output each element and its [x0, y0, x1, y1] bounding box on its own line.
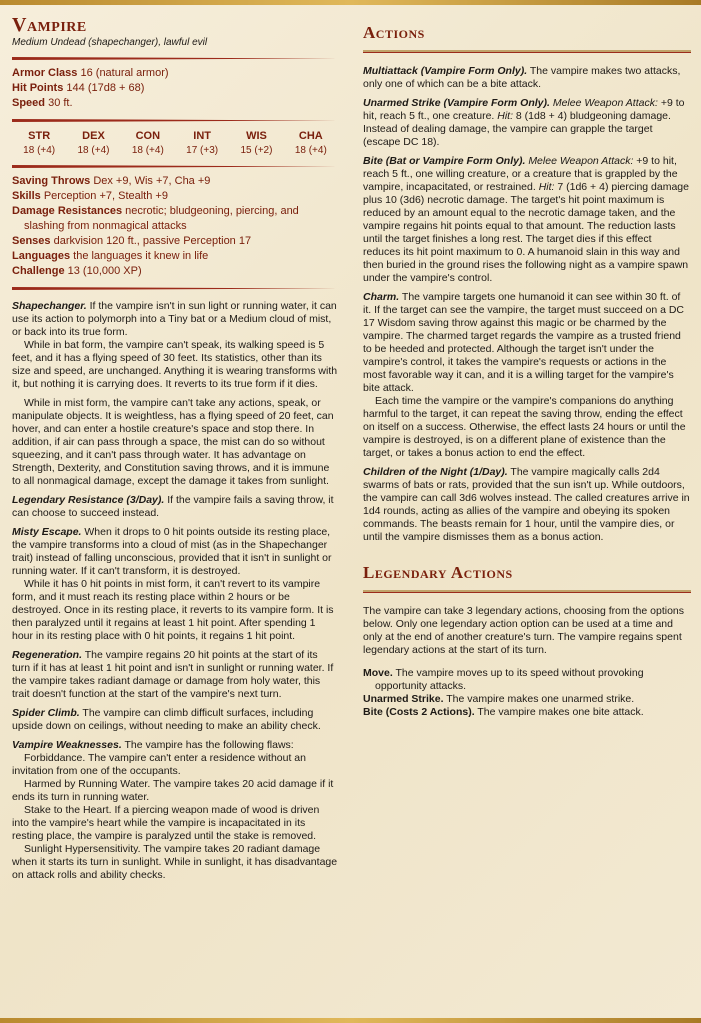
trait-text: While it has 0 hit points in mist form, it can't revert to its vampire form, and it must reach its resting place within 2 hours or be destroyed. Once in its resting place, it reverts to its vampire form. It is then paralyzed until it regains at least 1 hit point. After spending 1 hour in its resting place with 0 hit points, it regains 1 hit point.: [12, 578, 334, 642]
flaw-sunlight: Sunlight Hypersensitivity. The vampire takes 20 radiant damage when it starts its turn in sunlight. While in sunlight, it has disadvantage on attack rolls and ability checks.: [12, 843, 338, 881]
ability-name: DEX: [82, 130, 105, 142]
hit-points-label: Hit Points: [12, 82, 64, 94]
monster-subtitle: Medium Undead (shapechanger), lawful evil: [12, 37, 208, 48]
trait-shapechanger: [12, 300, 338, 339]
flaw-forbiddance: Forbiddance. The vampire can't enter a residence without an invitation from one of the occupants.: [12, 752, 306, 777]
attack-type: Melee Weapon Attack:: [528, 155, 634, 167]
legendary-name: Move.: [363, 667, 393, 679]
senses-value: darkvision 120 ft., passive Perception 17: [53, 235, 252, 247]
trait-name: Shapechanger.: [12, 300, 87, 312]
legendary-move: [363, 667, 691, 693]
trait-name: Spider Climb.: [12, 707, 80, 719]
ability-value: 18 (+4): [131, 145, 164, 156]
ability-wis: [230, 128, 282, 157]
action-name: Bite (Bat or Vampire Form Only).: [363, 155, 526, 167]
trait-text: If the vampire isn't in sun light or running water, it can use its action to polymorph into a Tiny bat or a Medium cloud of mist, or back into its true form.: [12, 300, 337, 338]
damage-resistances: [12, 204, 338, 234]
divider: [12, 57, 338, 60]
action-name: Multiattack (Vampire Form Only).: [363, 65, 528, 77]
action-charm: [363, 291, 691, 395]
trait-name: Regeneration.: [12, 649, 83, 661]
ability-int: [176, 128, 228, 157]
saving-throws-value: Dex +9, Wis +7, Cha +9: [93, 175, 211, 187]
flaw-running-water: Harmed by Running Water. The vampire takes 20 acid damage if it ends its turn in running water.: [12, 778, 334, 803]
action-bite: [363, 155, 691, 285]
speed: [12, 96, 338, 111]
legendary-text: The vampire moves up to its speed without provoking opportunity attacks.: [375, 667, 644, 692]
ability-value: 18 (+4): [23, 145, 56, 156]
trait-text: When it drops to 0 hit points outside its resting place, the vampire transforms into a cloud of mist (as in the Shapechanger trait) instead of falling unconscious, provided that it isn't in sunlight or running water. If it can't transform, it is destroyed.: [12, 526, 332, 577]
legendary-name: Unarmed Strike.: [363, 693, 444, 705]
trait-name: Legendary Resistance (3/Day).: [12, 494, 165, 506]
action-name: Charm.: [363, 291, 400, 303]
speed-label: Speed: [12, 97, 46, 109]
actions-title: Actions: [363, 23, 425, 42]
left-column: [12, 14, 338, 882]
damage-resistances-label: Damage Resistances: [12, 205, 123, 217]
trait-text: The vampire can climb difficult surfaces, including upside down on ceilings, without needing to make an ability check.: [12, 707, 321, 732]
armor-class-value: 16 (natural armor): [80, 67, 169, 79]
senses-label: Senses: [12, 235, 51, 247]
ability-str: [13, 128, 65, 157]
divider: [12, 287, 338, 290]
ability-name: WIS: [246, 130, 267, 142]
languages-value: the languages it knew in life: [73, 250, 209, 262]
trait-regeneration: [12, 649, 338, 701]
ability-cha: [285, 128, 337, 157]
challenge-value: 13 (10,000 XP): [67, 265, 142, 277]
hit-label: Hit:: [497, 110, 513, 122]
trait-misty-escape: [12, 526, 338, 578]
legendary-intro: The vampire can take 3 legendary actions, choosing from the options below. Only one legendary action option can be used at a time and only at the end of another creature's turn. The vampire regains spent legendary actions at the start of its turn.: [363, 605, 685, 656]
action-text: +9 to hit, reach 5 ft., one willing creature, or a creature that is grappled by the vampire, incapacitated, or restrained.: [363, 155, 678, 193]
trait-vampire-weaknesses: [12, 739, 338, 752]
flaw-stake-to-heart: Stake to the Heart. If a piercing weapon made of wood is driven into the vampire's heart while the vampire is incapacitated in its resting place, the vampire is paralyzed until the stake is removed.: [12, 804, 320, 842]
action-text: The vampire makes two attacks, only one of which can be a bite attack.: [363, 65, 681, 90]
trait-text: While in mist form, the vampire can't take any actions, speak, or manipulate objects. It is weightless, has a flying speed of 20 feet, can hover, and can enter a hostile creature's space and stop there. In addition, if air can pass through a space, the mist can do so without squeezing, and it can't pass through water. It has advantage on Strength, Dexterity, and Constitution saving throws, and it is immune to all nonmagical damage, except the damage it takes from sunlight.: [12, 397, 334, 487]
saving-throws: [12, 174, 338, 189]
languages-label: Languages: [12, 250, 71, 262]
legendary-name: Bite (Costs 2 Actions).: [363, 706, 475, 718]
divider: [12, 165, 338, 168]
hit-points: [12, 81, 338, 96]
action-name: Children of the Night (1/Day).: [363, 466, 508, 478]
trait-legendary-resistance: [12, 494, 338, 520]
senses: [12, 234, 338, 249]
speed-value: 30 ft.: [48, 97, 73, 109]
attack-type: Melee Weapon Attack:: [552, 97, 658, 109]
section-divider: [363, 50, 691, 53]
bottom-border: [0, 1018, 701, 1023]
ability-scores: [12, 128, 338, 157]
ability-dex: [67, 128, 119, 157]
top-border: [0, 0, 701, 5]
ability-name: INT: [193, 130, 211, 142]
action-text: Each time the vampire or the vampire's companions do anything harmful to the target, it can repeat the saving throw, ending the effect on itself on a success. Otherwise, the effect lasts 24 hours or until the vampire is destroyed, is on a different plane of existence than the target, or takes a bonus action to end the effect.: [363, 395, 686, 459]
trait-text: While in bat form, the vampire can't speak, its walking speed is 5 feet, and it has a flying speed of 30 feet. Its statistics, other than its size and speed, are unchanged. Anything it is wearing transforms with it, but nothing it is carrying does. It reverts to its true form if it dies.: [12, 339, 338, 390]
trait-text: If the vampire fails a saving throw, it can choose to succeed instead.: [12, 494, 334, 519]
ability-value: 18 (+4): [77, 145, 110, 156]
action-text: The vampire magically calls 2d4 swarms of bats or rats, provided that the sun isn't up. While outdoors, the vampire can call 3d6 wolves instead. The called creatures arrive in 1d4 rounds, acting as allies of the vampire and obeying its spoken commands. The beasts remain for 1 hour, until the vampire dies, or until the vampire dismisses them as a bonus action.: [363, 466, 690, 543]
ability-name: CON: [135, 130, 161, 142]
legendary-text: The vampire makes one unarmed strike.: [446, 693, 635, 705]
trait-spider-climb: [12, 707, 338, 733]
action-children-of-the-night: [363, 466, 691, 544]
action-unarmed-strike: [363, 97, 691, 149]
action-text: +9 to hit, reach 5 ft., one creature.: [363, 97, 685, 122]
ability-value: 15 (+2): [240, 145, 273, 156]
ability-value: 18 (+4): [294, 145, 327, 156]
right-column: [363, 14, 691, 719]
skills: [12, 189, 338, 204]
hit-points-value: 144 (17d8 + 68): [66, 82, 145, 94]
languages: [12, 249, 338, 264]
trait-name: Misty Escape.: [12, 526, 82, 538]
damage-resistances-value: necrotic; bludgeoning, piercing, and slashing from nonmagical attacks: [24, 205, 299, 232]
legendary-actions-title: Legendary Actions: [363, 563, 513, 582]
ability-name: STR: [28, 130, 51, 142]
challenge-label: Challenge: [12, 265, 65, 277]
challenge: [12, 264, 338, 279]
saving-throws-label: Saving Throws: [12, 175, 91, 187]
armor-class: [12, 66, 338, 81]
action-multiattack: [363, 65, 691, 91]
armor-class-label: Armor Class: [12, 67, 78, 79]
action-text: 7 (1d6 + 4) piercing damage plus 10 (3d6) necrotic damage. The target's hit point maximum is reduced by an amount equal to the necrotic damage taken, and the vampire regains hit points equal to that amount. The reduction lasts until the target finishes a long rest. The target dies if this effect reduces its hit point maximum to 0. A humanoid slain in this way and then buried in the ground rises the following night as a vampire spawn under the vampire's control.: [363, 181, 689, 284]
section-divider: [363, 590, 691, 593]
divider: [12, 119, 338, 122]
skills-value: Perception +7, Stealth +9: [43, 190, 168, 202]
trait-text: The vampire has the following flaws:: [124, 739, 294, 751]
ability-name: CHA: [298, 130, 323, 142]
hit-label: Hit:: [538, 181, 555, 193]
action-name: Unarmed Strike (Vampire Form Only).: [363, 97, 550, 109]
trait-name: Vampire Weaknesses.: [12, 739, 122, 751]
trait-text: The vampire regains 20 hit points at the start of its turn if it has at least 1 hit point and isn't in sunlight or running water. If the vampire takes radiant damage or damage from holy water, this trait doesn't function at the start of the vampire's next turn.: [12, 649, 334, 700]
ability-value: 17 (+3): [186, 145, 219, 156]
legendary-unarmed-strike: [363, 693, 691, 706]
action-text: The vampire targets one humanoid it can see within 30 ft. of it. If the target can see the vampire, the target must succeed on a DC 17 Wisdom saving throw against this magic or be charmed by the vampire. The charmed target regards the vampire as a trusted friend to be heeded and protected. Although the target isn't under the vampire's control, it takes the vampire's requests or actions in the most favorable way it can, and it is a willing target for the vampire's bite attack.: [363, 291, 684, 394]
legendary-bite: [363, 706, 691, 719]
action-text: 8 (1d8 + 4) bludgeoning damage. Instead of dealing damage, the vampire can grapple the target (escape DC 18).: [363, 110, 671, 148]
legendary-text: The vampire makes one bite attack.: [477, 706, 644, 718]
skills-label: Skills: [12, 190, 41, 202]
ability-con: [122, 128, 174, 157]
monster-name: Vampire: [12, 14, 87, 36]
